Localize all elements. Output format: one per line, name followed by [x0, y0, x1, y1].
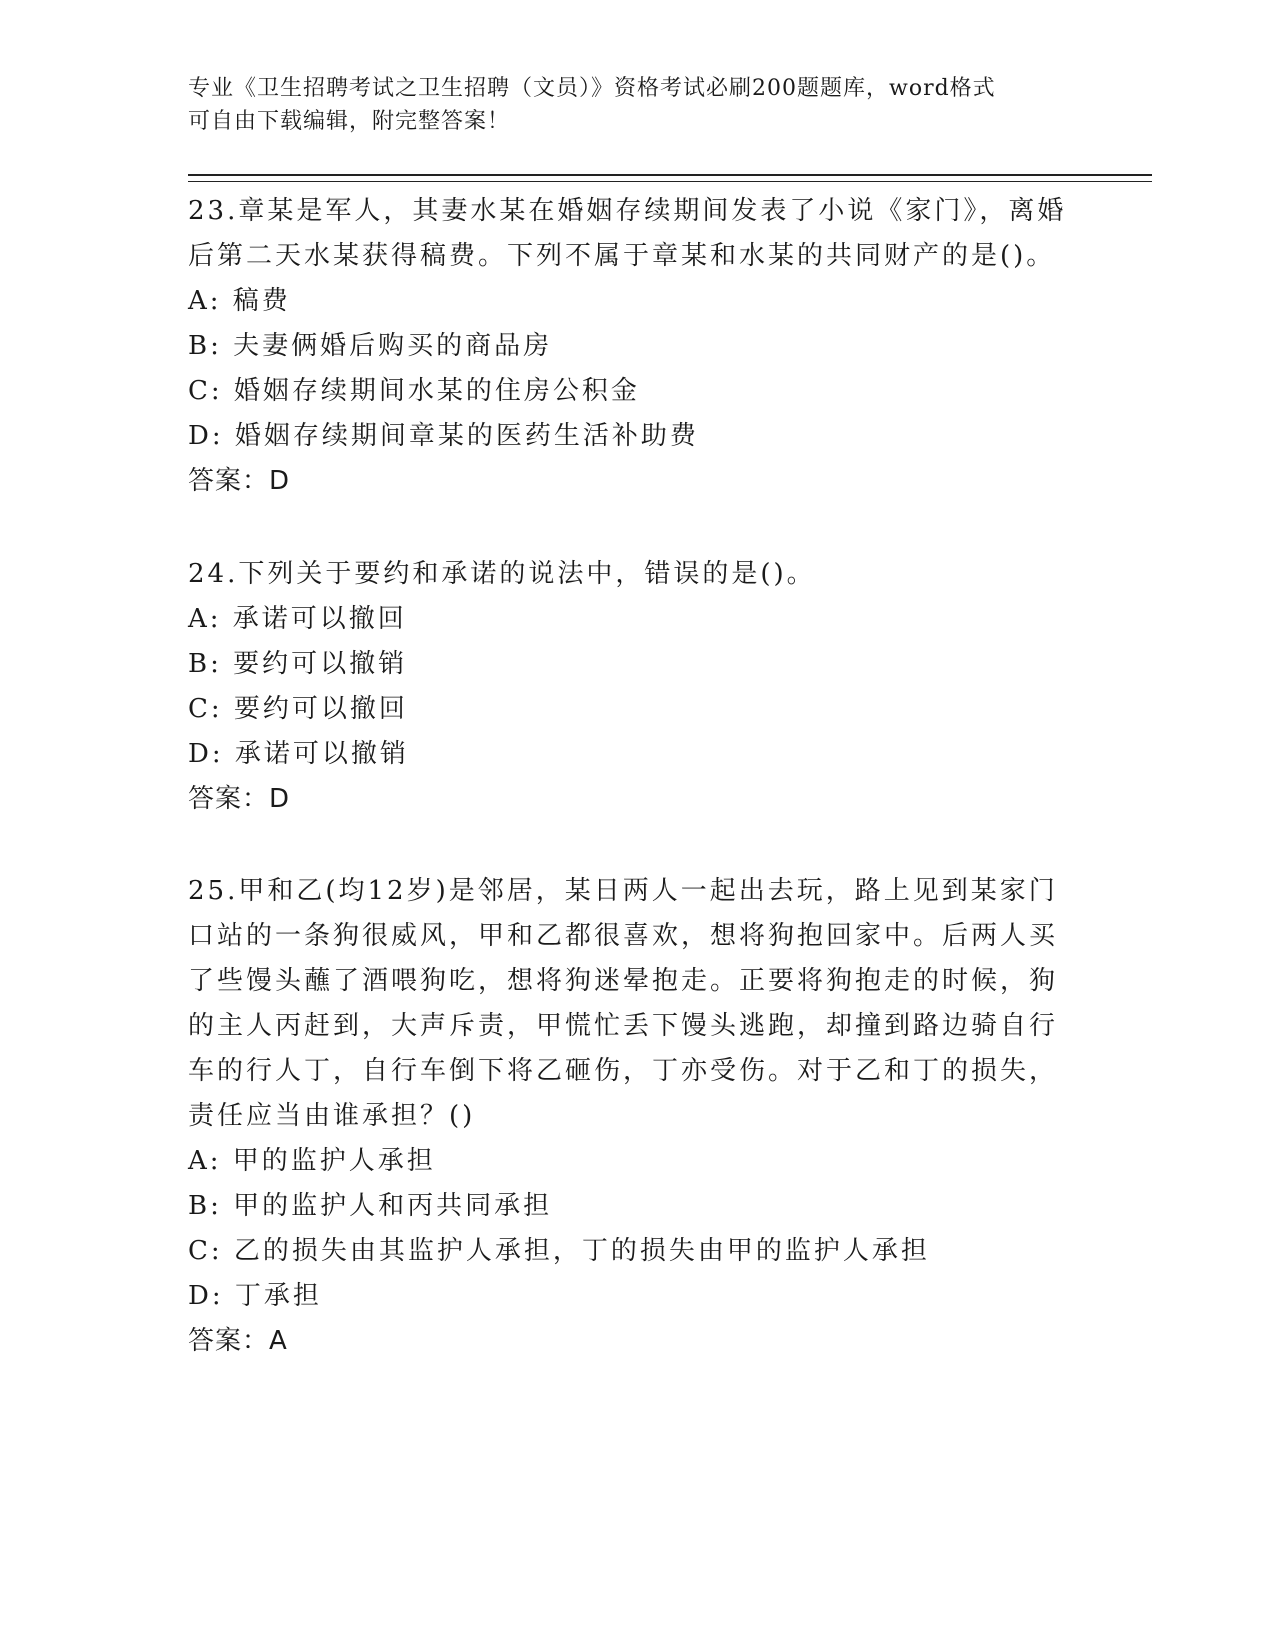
option-d: D: 丁承担	[188, 1281, 322, 1311]
option-d: D: 承诺可以撤销	[188, 739, 409, 769]
answer-line: 答案：D	[188, 466, 291, 496]
option-a: A: 稿费	[188, 286, 291, 316]
option-c: C: 婚姻存续期间水某的住房公积金	[188, 376, 640, 406]
answer-line: 答案：A	[188, 1326, 288, 1356]
question-23	[188, 189, 1068, 504]
question-stem: 25.甲和乙(均12岁)是邻居，某日两人一起出去玩，路上见到某家门口站的一条狗很威风，甲和乙都很喜欢，想将狗抱回家中。后两人买了些馒头蘸了酒喂狗吃，想将狗迷晕抱走。正要将狗抱走的时候，狗的主人丙赶到，大声斥责，甲慌忙丢下馒头逃跑，却撞到路边骑自行车的行人丁，自行车倒下将乙砸伤，丁亦受伤。对于乙和丁的损失，责任应当由谁承担？()	[188, 876, 1059, 1131]
header-line-1: 专业《卫生招聘考试之卫生招聘（文员）》资格考试必刷200题题库，word格式	[188, 76, 996, 101]
header-divider-thin	[188, 181, 1152, 182]
answer-line: 答案：D	[188, 784, 291, 814]
option-c: C: 要约可以撤回	[188, 694, 408, 724]
option-b: B: 甲的监护人和丙共同承担	[188, 1191, 553, 1221]
option-c: C: 乙的损失由其监护人承担，丁的损失由甲的监护人承担	[188, 1236, 930, 1266]
header-divider-thick	[188, 174, 1152, 176]
option-a: A: 承诺可以撤回	[188, 604, 407, 634]
option-d: D: 婚姻存续期间章某的医药生活补助费	[188, 421, 699, 451]
question-stem: 24.下列关于要约和承诺的说法中，错误的是()。	[188, 559, 816, 589]
document-header	[188, 72, 1088, 138]
header-line-2: 可自由下载编辑，附完整答案！	[188, 109, 511, 134]
option-a: A: 甲的监护人承担	[188, 1146, 436, 1176]
option-b: B: 夫妻俩婚后购买的商品房	[188, 331, 553, 361]
question-24	[188, 552, 1068, 822]
question-25	[188, 869, 1068, 1364]
option-b: B: 要约可以撤销	[188, 649, 408, 679]
question-stem: 23.章某是军人，其妻水某在婚姻存续期间发表了小说《家门》，离婚后第二天水某获得稿费。下列不属于章某和水某的共同财产的是()。	[188, 196, 1067, 271]
